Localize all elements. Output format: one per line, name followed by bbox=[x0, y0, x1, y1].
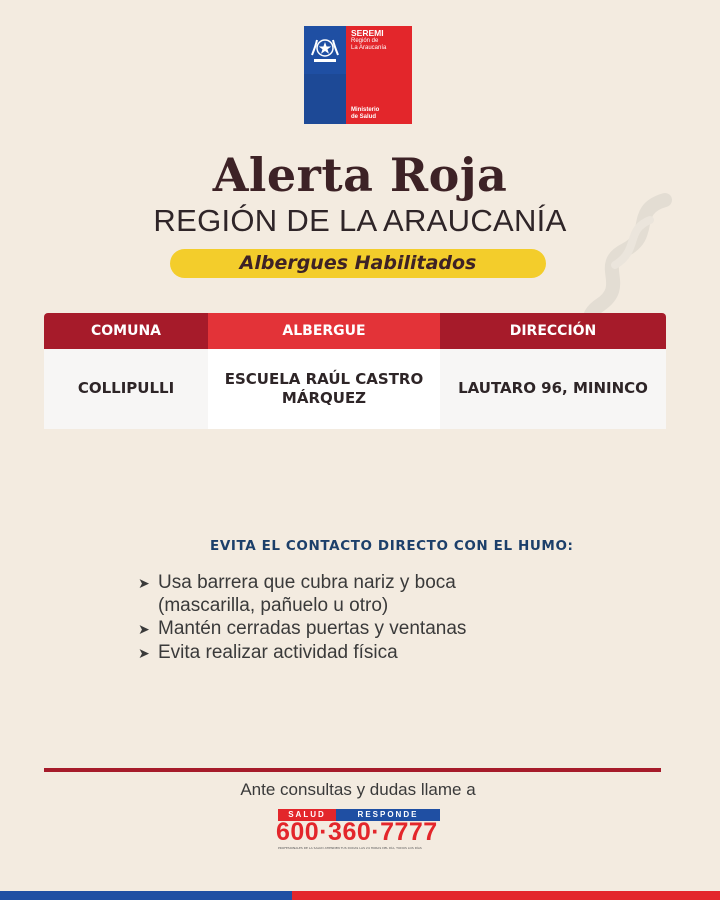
list-item bbox=[138, 641, 466, 665]
shelters-badge: Albergues Habilitados bbox=[170, 249, 546, 278]
chevron-right-icon: ➤ bbox=[138, 621, 150, 637]
region-subtitle: REGIÓN DE LA ARAUCANÍA bbox=[153, 203, 567, 238]
cell-direccion: LAUTARO 96, MININCO bbox=[440, 349, 666, 429]
consult-text: Ante consultas y dudas llame a bbox=[240, 780, 476, 799]
cell-albergue: ESCUELA RAÚL CASTRO MÁRQUEZ bbox=[208, 349, 440, 429]
fine-print: PROFESIONALES DE LA SALUD ATIENDEN TUS DUDAS LAS 24 HORAS DEL DÍA, TODOS LOS DÍAS bbox=[278, 846, 422, 850]
table-row bbox=[44, 349, 666, 429]
phone-number: 600·360·7777 bbox=[276, 818, 438, 846]
tip-text-continued: (mascarilla, pañuelo u otro) bbox=[158, 595, 389, 616]
list-item bbox=[138, 571, 466, 617]
smoke-warning-title: EVITA EL CONTACTO DIRECTO CON EL HUMO: bbox=[210, 538, 574, 554]
logo-region-line1: Región de bbox=[351, 38, 379, 45]
tip-text: Mantén cerradas puertas y ventanas bbox=[158, 618, 467, 639]
header-albergue: ALBERGUE bbox=[208, 313, 440, 349]
header-direccion: DIRECCIÓN bbox=[440, 313, 666, 349]
logo-region-line2: La Araucanía bbox=[351, 45, 387, 52]
header-comuna: COMUNA bbox=[44, 313, 208, 349]
seremi-logo bbox=[304, 26, 412, 124]
tips-list bbox=[138, 571, 466, 665]
table-header bbox=[44, 313, 666, 349]
logo-ministry-line2: de Salud bbox=[351, 114, 377, 121]
logo-seremi-text: SEREMI bbox=[351, 28, 384, 38]
shelters-table bbox=[44, 313, 666, 429]
salud-label: SALUD bbox=[278, 809, 336, 821]
chevron-right-icon: ➤ bbox=[138, 575, 150, 591]
cell-comuna: COLLIPULLI bbox=[44, 349, 208, 429]
tip-text: Usa barrera que cubra nariz y boca bbox=[158, 572, 456, 593]
footer-divider bbox=[44, 768, 661, 772]
chevron-right-icon: ➤ bbox=[138, 645, 150, 661]
list-item bbox=[138, 617, 466, 641]
logo-ministry-line1: Ministerio bbox=[351, 107, 380, 114]
chile-coat-of-arms-icon bbox=[308, 35, 342, 65]
alert-title: Alerta Roja bbox=[212, 148, 508, 202]
tip-text: Evita realizar actividad física bbox=[158, 642, 398, 663]
responde-label: RESPONDE bbox=[336, 809, 440, 821]
flag-bottom-bar bbox=[0, 891, 720, 900]
